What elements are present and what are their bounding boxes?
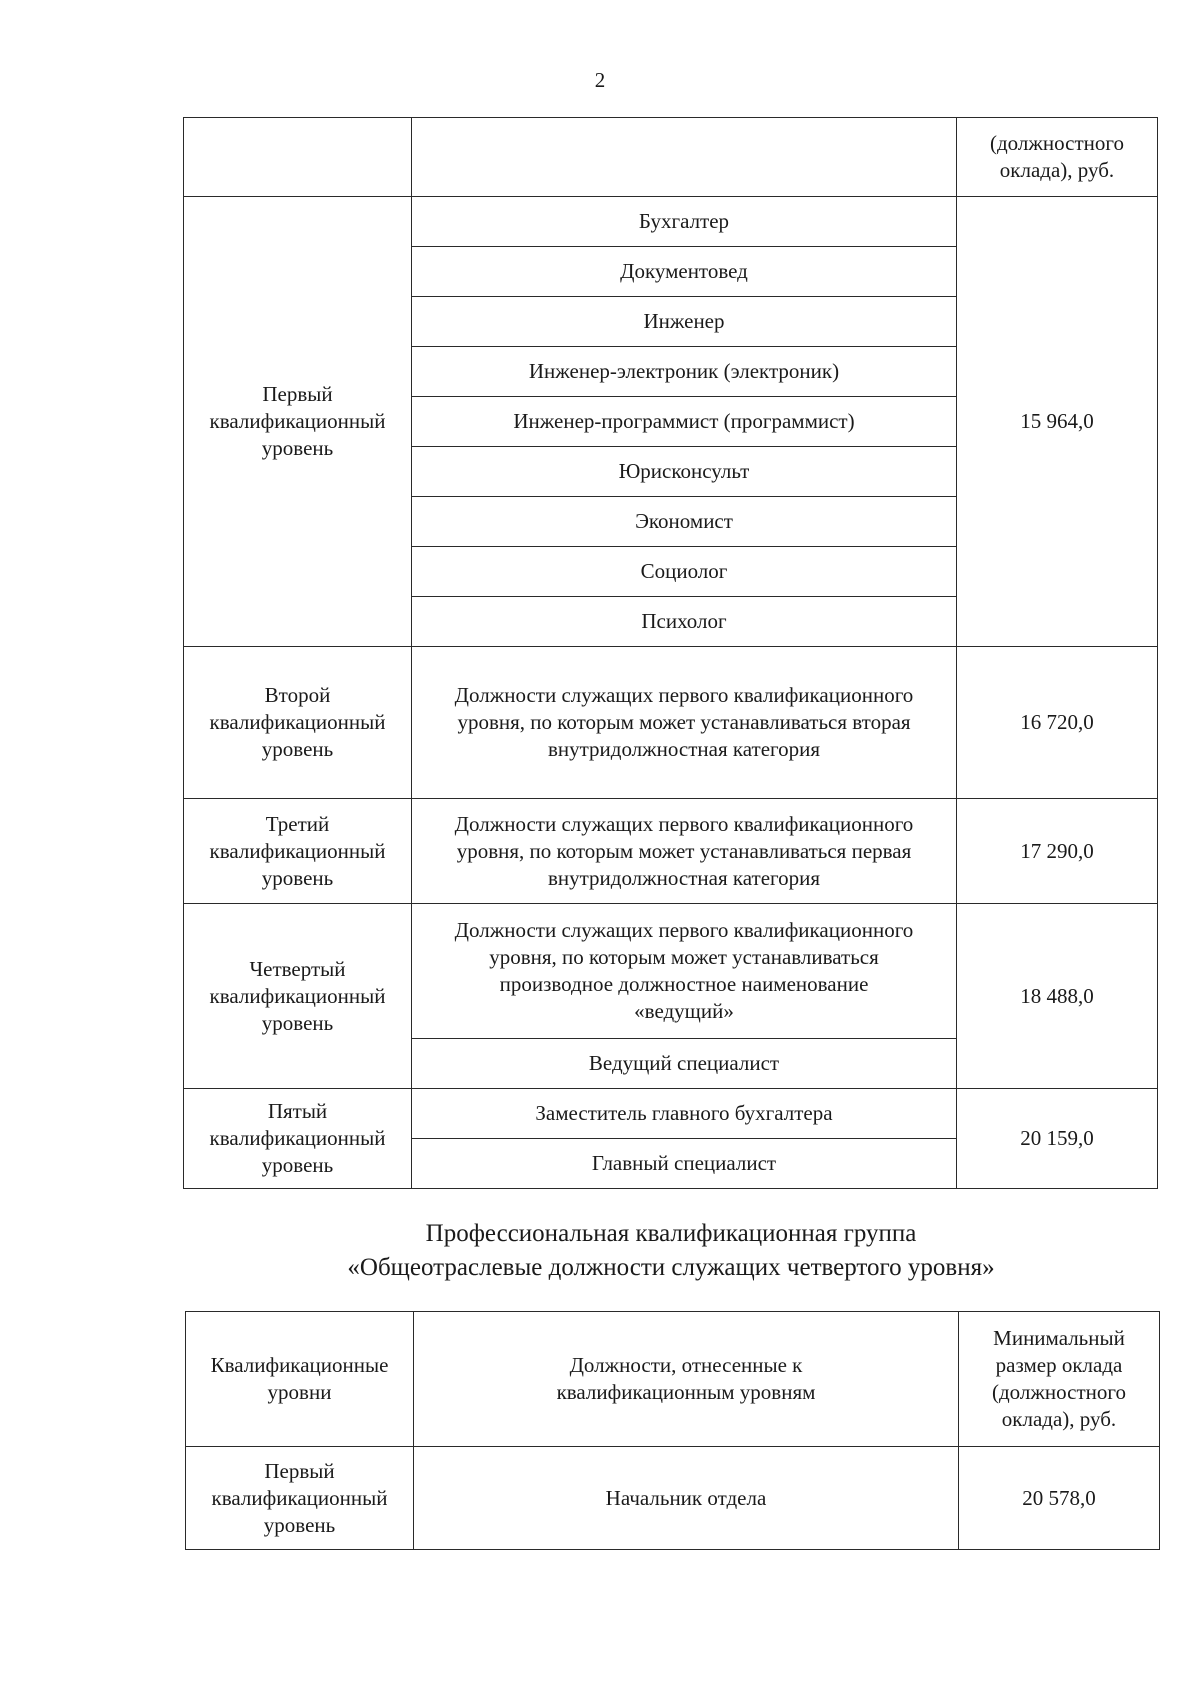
header-cell-salary-continued [957,118,1158,197]
position-text-line: уровня, по которым может устанавливаться вторая [457,710,911,734]
position-cell: Бухгалтер [412,197,957,247]
level-text-line: Третий [265,811,330,836]
level-text-line: квалификационный [211,1485,388,1510]
section-title [0,1217,1200,1285]
level-text-line: Первый [264,1458,335,1483]
header-cell-positions [414,1312,959,1447]
level-text-line: уровень [261,436,334,460]
level-cell-first [184,197,412,647]
header-text-line: (должностного [990,131,1124,155]
position-cell: Юрисконсульт [412,447,957,497]
table-row [184,904,1158,1039]
header-text-line: Минимальный [993,1326,1125,1350]
level-text-line: уровень [261,737,334,761]
table-row [184,647,1158,799]
salary-table-fourth-level [185,1311,1160,1550]
salary-cell-fifth: 20 159,0 [957,1089,1158,1189]
header-text-line: уровни [267,1380,332,1404]
position-cell: Психолог [412,597,957,647]
header-text-line: Квалификационные [210,1353,389,1377]
position-text-line: Должности служащих первого квалификационного [454,683,914,707]
level-text-line: квалификационный [209,1126,386,1150]
table-header-continuation-row [184,118,1158,197]
position-text-line: уровня, по которым может устанавливаться первая [456,838,912,863]
section-title-line: «Общеотраслевые должности служащих четвертого уровня» [347,1254,995,1281]
position-cell [412,799,957,904]
position-text-line: Должности служащих первого квалификационного [454,918,914,942]
salary-table-continued [183,117,1158,1189]
level-cell-second [184,647,412,799]
level-text-line: квалификационный [209,838,386,863]
header-text-line: оклада), руб. [999,158,1115,182]
level-cell-first [186,1447,414,1550]
level-text-line: Четвертый [249,956,346,981]
header-text-line: оклада), руб. [1001,1407,1117,1431]
salary-cell-third: 17 290,0 [957,799,1158,904]
position-text-line: внутридолжностная категория [547,737,821,761]
salary-cell-second: 16 720,0 [957,647,1158,799]
position-text-line: Должности служащих первого квалификационного [454,811,914,836]
table-row [184,1089,1158,1139]
position-cell [412,647,957,799]
position-cell: Начальник отдела [414,1447,959,1550]
position-cell: Главный специалист [412,1139,957,1189]
level-text-line: Пятый [267,1099,328,1123]
level-text-line: уровень [263,1512,336,1537]
salary-cell-fourth: 18 488,0 [957,904,1158,1089]
table-row [184,197,1158,247]
position-cell [412,904,957,1039]
position-cell: Ведущий специалист [412,1039,957,1089]
level-text-line: уровень [261,1010,334,1035]
table-row [184,799,1158,904]
header-cell-empty [184,118,412,197]
header-text-line: размер оклада [995,1353,1123,1377]
level-cell-fifth [184,1089,412,1189]
salary-cell-first: 15 964,0 [957,197,1158,647]
position-cell: Документовед [412,247,957,297]
position-cell: Заместитель главного бухгалтера [412,1089,957,1139]
level-cell-third [184,799,412,904]
table-row [186,1447,1160,1550]
position-cell: Социолог [412,547,957,597]
header-text-line: Должности, отнесенные к [569,1353,803,1377]
position-cell: Инженер-программист (программист) [412,397,957,447]
position-cell: Инженер [412,297,957,347]
level-text-line: Первый [262,382,333,406]
level-text-line: квалификационный [209,409,386,433]
level-text-line: Второй [264,683,331,707]
level-text-line: квалификационный [209,983,386,1008]
header-text-line: (должностного [992,1380,1126,1404]
level-text-line: квалификационный [209,710,386,734]
position-cell: Инженер-электроник (электроник) [412,347,957,397]
position-text-line: производное должностное наименование [499,972,869,996]
level-cell-fourth [184,904,412,1089]
table-header-row [186,1312,1160,1447]
level-text-line: уровень [261,1153,334,1177]
header-cell-empty [412,118,957,197]
header-cell-salary [959,1312,1160,1447]
salary-cell-first: 20 578,0 [959,1447,1160,1550]
level-text-line: уровень [261,865,334,890]
position-text-line: «ведущий» [634,999,734,1023]
position-text-line: внутридолжностная категория [547,865,821,890]
page-number: 2 [594,68,606,92]
section-title-line: Профессиональная квалификационная группа [425,1220,917,1247]
header-text-line: квалификационным уровням [556,1380,816,1404]
position-cell: Экономист [412,497,957,547]
header-cell-levels [186,1312,414,1447]
position-text-line: уровня, по которым может устанавливаться [489,945,879,969]
